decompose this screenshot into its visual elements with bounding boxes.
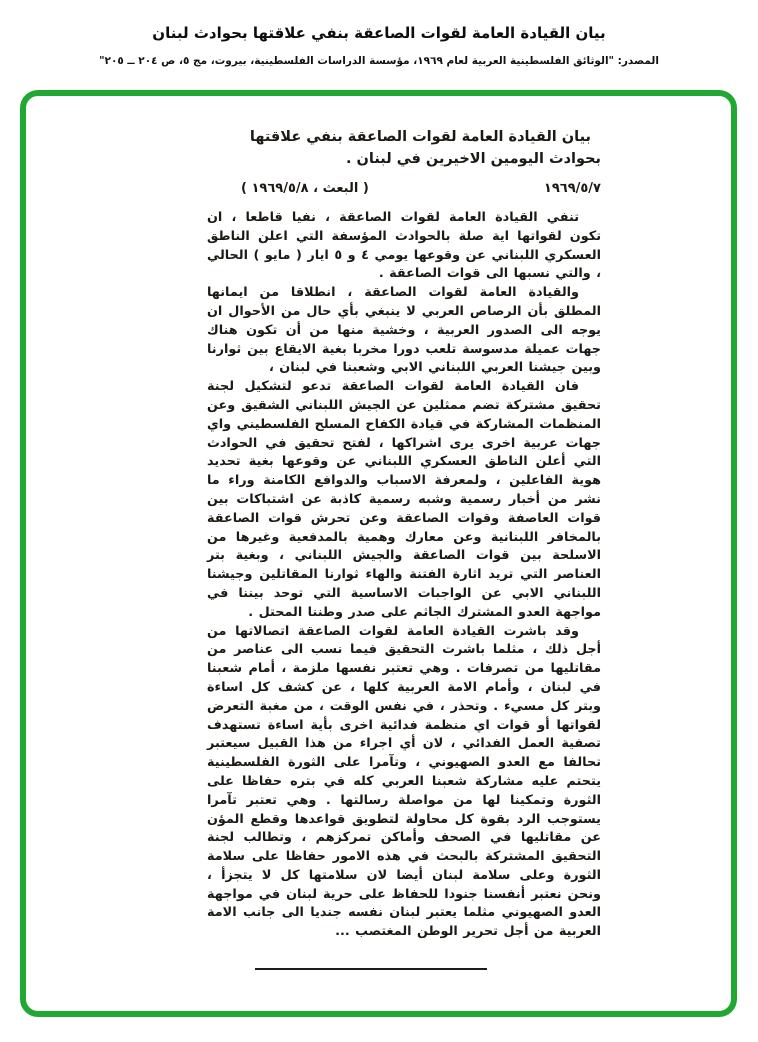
- footnote-divider-line: [255, 968, 487, 970]
- document-date: ١٩٦٩/٥/٧: [543, 181, 601, 196]
- scanned-document: [207, 126, 601, 942]
- body-paragraph-2: والقيادة العامة لقوات الصاعقة ، انطلاقا من ايمانها المطلق بأن الرصاص العربي لا ينبغي بأي حال من الأحوال ان يوجه الى الصدور العربية ، وخشية منها من أن تكون هناك جهات عميلة مدسوسة تلعب دورا مخربا بغية الايقاع بين ثوارنا وبين جيشنا العربي اللبناني الابي وشعبنا في لبنان ،: [207, 285, 601, 376]
- document-body: [207, 209, 601, 942]
- document-title: بيان القيادة العامة لقوات الصاعقة بنفي علاقتها بحوادث اليومين الاخيرين في لبنان .: [249, 129, 601, 167]
- body-paragraph-4: وقد باشرت القيادة العامة لقوات الصاعقة اتصالاتها من أجل ذلك ، مثلما باشرت التحقيق فيما نسب الى عناصر من مقاتليها من تصرفات . وهي تعتبر نفسها ملزمة ، أمام شعبنا في لبنان ، وأمام الامة العربية كلها ، عن كشف كل اساءة وبتر كل مسيء . وتحذر ، في نفس الوقت ، من مغبة التعرض لقواتها أو قوات اي منظمة فدائية اخرى بأية اساءة تستهدف تصفية العمل الفدائي ، لان أي اجراء من هذا القبيل سيعتبر تحالفا مع العدو الصهيوني ، وتآمرا على الثورة الفلسطينية يتحتم عليه مشاركة شعبنا العربي كله في بتره حفاظا على الثورة وتمكينا لها من مواصلة رسالتها . وهي تعتبر تآمرا يستوجب الرد بقوة كل محاولة لتطويق قواعدها وقطع المؤن عن مقاتليها في الصحف وأماكن تمركزهم ، وتطالب لجنة التحقيق المشتركة بالبحث في هذه الامور حفاظا على سلامة الثورة وعلى سلامة لبنان أيضا لان سلامتها كل لا يتجزأ ، ونحن نعتبر أنفسنا جنودا للحفاظ على حرية لبنان في مواجهة العدو الصهيوني مثلما يعتبر لبنان نفسه جنديا الى جانب الامة العربية من أجل تحرير الوطن المغتصب ...: [207, 623, 601, 940]
- body-paragraph-1: تنفي القيادة العامة لقوات الصاعقة ، نفيا قاطعا ، ان تكون لقواتها اية صلة بالحوادث المؤسفة التي اعلن الناطق العسكري اللبناني عن وقوعها يومي ٤ و ٥ ايار ( مايو ) الحالي ، والتي نسبها الى قوات الصاعقة .: [207, 210, 601, 282]
- publication-reference: ( البعث ، ١٩٦٩/٥/٨ ): [241, 181, 369, 196]
- document-frame: [20, 90, 737, 1017]
- source-citation: المصدر: "الوثائق الفلسطينية العربية لعام ١٩٦٩، مؤسسة الدراسات الفلسطينية، بيروت، مج ٥، ص ٢٠٤ ــ ٢٠٥": [99, 55, 659, 67]
- body-paragraph-3: فان القيادة العامة لقوات الصاعقة تدعو لتشكيل لجنة تحقيق مشتركة تضم ممثلين عن الجيش اللبناني الشقيق وعن المنظمات المشاركة في قيادة الكفاح المسلح الفلسطيني واي جهات عربية اخرى يرى اشراكها ، لفتح تحقيق في الحوادث التي أعلن الناطق العسكري اللبناني عن وقوعها بغية تحديد هوية الفاعلين ، ولمعرفة الاسباب والدوافع الكامنة وراء ما نشر من أخبار رسمية وشبه رسمية كاذبة عن اشتباكات بين قوات العاصفة وقوات الصاعقة وعن تحرش قوات الصاعقة بالمخافر اللبنانية وعن معارك وهمية بالمدفعية وغيرها من الاسلحة بين قوات الصاعقة والجيش اللبناني ، وبغية بتر العناصر التي تريد اثارة الفتنة والهاء ثوارنا المقاتلين وجيشنا اللبناني الابي عن الواجبات الاساسية التي توحد بيننا في مواجهة العدو المشترك الجاثم على صدر وطننا المحتل .: [207, 379, 601, 620]
- date-line: [207, 181, 601, 196]
- page-header: [0, 24, 758, 67]
- page-title: بيان القيادة العامة لقوات الصاعقة بنفي علاقتها بحوادث لبنان: [152, 24, 606, 42]
